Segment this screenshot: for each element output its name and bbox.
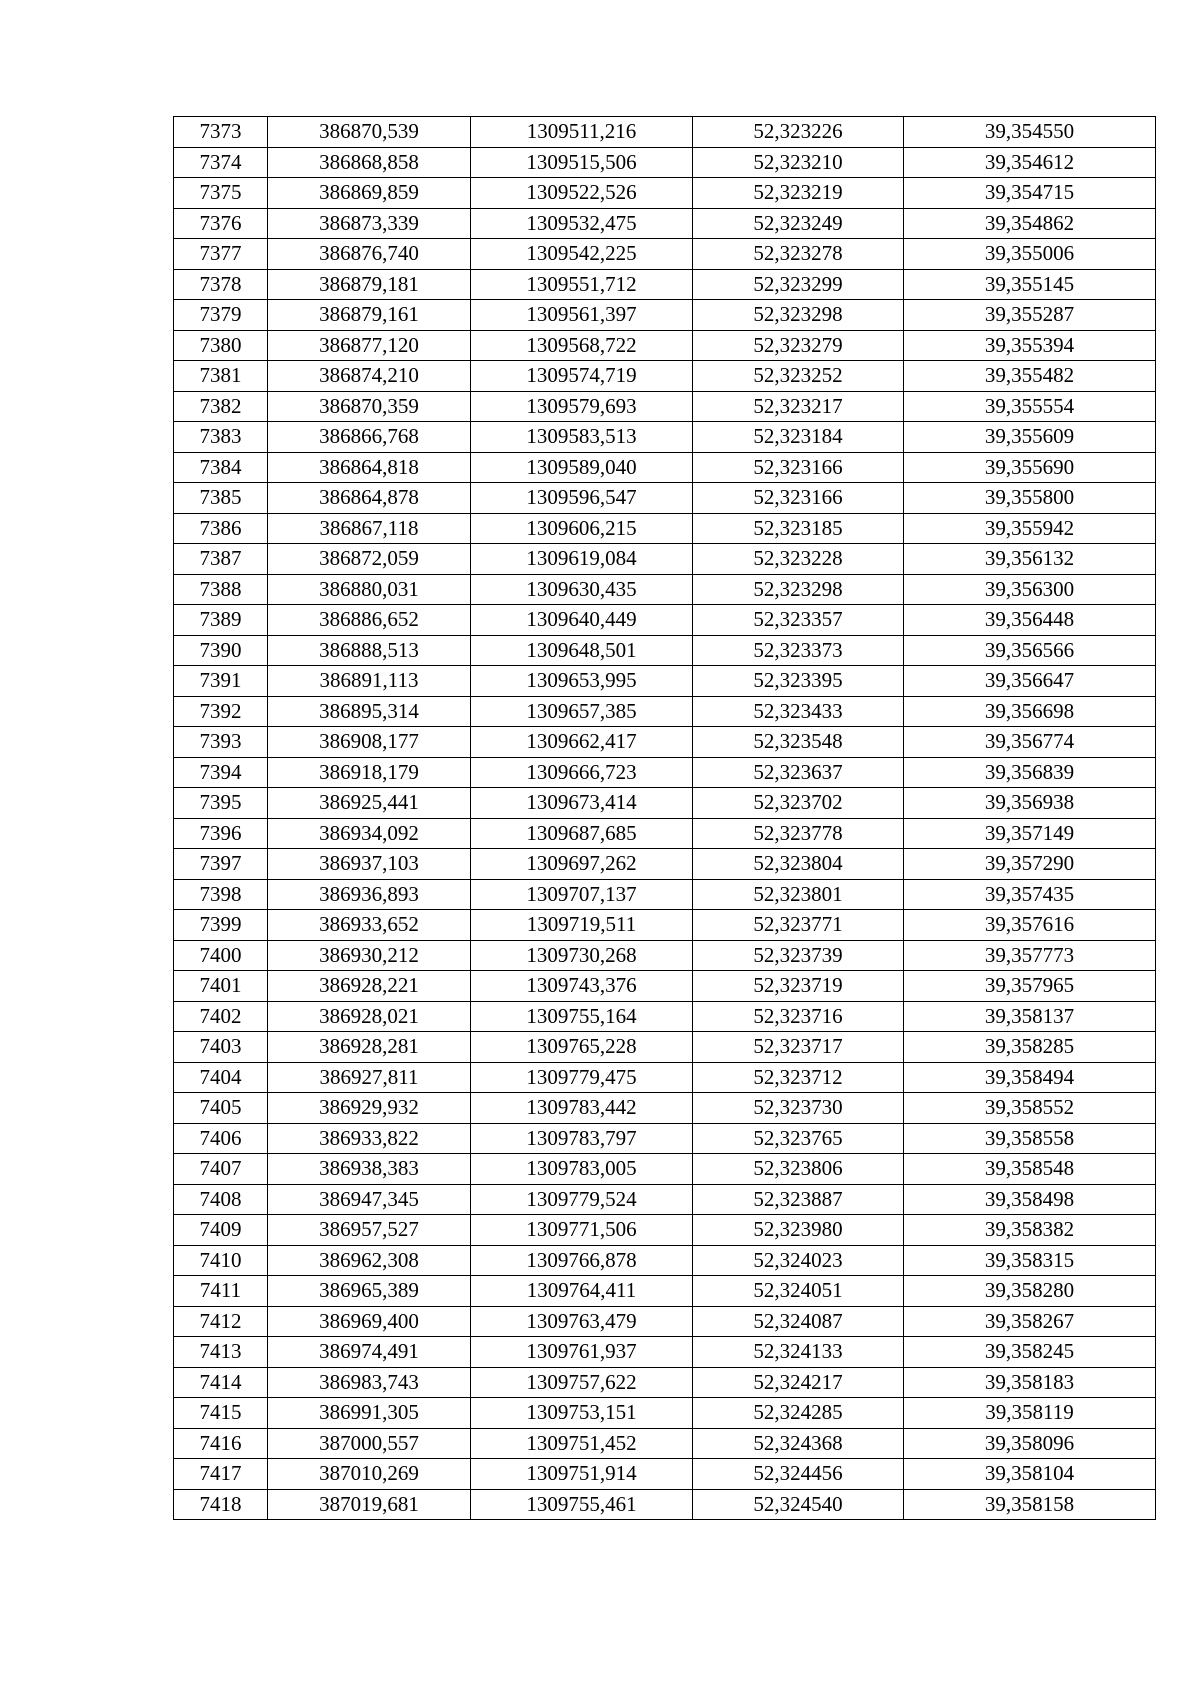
point-number-cell: 7403 xyxy=(174,1032,268,1063)
table-row xyxy=(174,757,1156,788)
longitude-cell: 39,358267 xyxy=(904,1306,1156,1337)
x-coordinate-cell: 386872,059 xyxy=(268,544,471,575)
table-row xyxy=(174,147,1156,178)
x-coordinate-cell: 386868,858 xyxy=(268,147,471,178)
point-number-cell: 7406 xyxy=(174,1123,268,1154)
y-coordinate-cell: 1309606,215 xyxy=(471,513,693,544)
point-number-cell: 7397 xyxy=(174,849,268,880)
point-number-cell: 7396 xyxy=(174,818,268,849)
y-coordinate-cell: 1309619,084 xyxy=(471,544,693,575)
table-row xyxy=(174,666,1156,697)
x-coordinate-cell: 386866,768 xyxy=(268,422,471,453)
point-number-cell: 7386 xyxy=(174,513,268,544)
latitude-cell: 52,324285 xyxy=(693,1398,904,1429)
y-coordinate-cell: 1309561,397 xyxy=(471,300,693,331)
table-row xyxy=(174,635,1156,666)
longitude-cell: 39,358558 xyxy=(904,1123,1156,1154)
longitude-cell: 39,358548 xyxy=(904,1154,1156,1185)
point-number-cell: 7415 xyxy=(174,1398,268,1429)
coordinate-table-body xyxy=(174,117,1156,1520)
y-coordinate-cell: 1309763,479 xyxy=(471,1306,693,1337)
table-row xyxy=(174,544,1156,575)
latitude-cell: 52,323980 xyxy=(693,1215,904,1246)
point-number-cell: 7389 xyxy=(174,605,268,636)
y-coordinate-cell: 1309783,797 xyxy=(471,1123,693,1154)
longitude-cell: 39,358158 xyxy=(904,1489,1156,1520)
x-coordinate-cell: 387019,681 xyxy=(268,1489,471,1520)
latitude-cell: 52,324217 xyxy=(693,1367,904,1398)
longitude-cell: 39,355006 xyxy=(904,239,1156,270)
latitude-cell: 52,323765 xyxy=(693,1123,904,1154)
table-row xyxy=(174,1306,1156,1337)
longitude-cell: 39,355690 xyxy=(904,452,1156,483)
point-number-cell: 7392 xyxy=(174,696,268,727)
y-coordinate-cell: 1309574,719 xyxy=(471,361,693,392)
point-number-cell: 7382 xyxy=(174,391,268,422)
y-coordinate-cell: 1309751,452 xyxy=(471,1428,693,1459)
y-coordinate-cell: 1309783,005 xyxy=(471,1154,693,1185)
x-coordinate-cell: 386991,305 xyxy=(268,1398,471,1429)
latitude-cell: 52,323228 xyxy=(693,544,904,575)
x-coordinate-cell: 386930,212 xyxy=(268,940,471,971)
latitude-cell: 52,323739 xyxy=(693,940,904,971)
table-row xyxy=(174,971,1156,1002)
longitude-cell: 39,358137 xyxy=(904,1001,1156,1032)
table-row xyxy=(174,483,1156,514)
longitude-cell: 39,356774 xyxy=(904,727,1156,758)
latitude-cell: 52,323298 xyxy=(693,300,904,331)
y-coordinate-cell: 1309551,712 xyxy=(471,269,693,300)
y-coordinate-cell: 1309532,475 xyxy=(471,208,693,239)
longitude-cell: 39,357616 xyxy=(904,910,1156,941)
y-coordinate-cell: 1309751,914 xyxy=(471,1459,693,1490)
table-row xyxy=(174,1428,1156,1459)
x-coordinate-cell: 386880,031 xyxy=(268,574,471,605)
longitude-cell: 39,356698 xyxy=(904,696,1156,727)
point-number-cell: 7409 xyxy=(174,1215,268,1246)
longitude-cell: 39,358119 xyxy=(904,1398,1156,1429)
table-row xyxy=(174,1032,1156,1063)
x-coordinate-cell: 386874,210 xyxy=(268,361,471,392)
x-coordinate-cell: 386929,932 xyxy=(268,1093,471,1124)
latitude-cell: 52,323806 xyxy=(693,1154,904,1185)
point-number-cell: 7416 xyxy=(174,1428,268,1459)
point-number-cell: 7374 xyxy=(174,147,268,178)
longitude-cell: 39,355394 xyxy=(904,330,1156,361)
table-row xyxy=(174,422,1156,453)
point-number-cell: 7394 xyxy=(174,757,268,788)
point-number-cell: 7400 xyxy=(174,940,268,971)
latitude-cell: 52,323771 xyxy=(693,910,904,941)
point-number-cell: 7388 xyxy=(174,574,268,605)
coordinate-table xyxy=(173,116,1156,1520)
point-number-cell: 7383 xyxy=(174,422,268,453)
y-coordinate-cell: 1309779,475 xyxy=(471,1062,693,1093)
x-coordinate-cell: 386876,740 xyxy=(268,239,471,270)
x-coordinate-cell: 386867,118 xyxy=(268,513,471,544)
x-coordinate-cell: 386969,400 xyxy=(268,1306,471,1337)
latitude-cell: 52,323730 xyxy=(693,1093,904,1124)
longitude-cell: 39,355609 xyxy=(904,422,1156,453)
table-row xyxy=(174,696,1156,727)
latitude-cell: 52,324051 xyxy=(693,1276,904,1307)
point-number-cell: 7385 xyxy=(174,483,268,514)
longitude-cell: 39,355800 xyxy=(904,483,1156,514)
y-coordinate-cell: 1309730,268 xyxy=(471,940,693,971)
latitude-cell: 52,323357 xyxy=(693,605,904,636)
longitude-cell: 39,358494 xyxy=(904,1062,1156,1093)
y-coordinate-cell: 1309596,547 xyxy=(471,483,693,514)
x-coordinate-cell: 386936,893 xyxy=(268,879,471,910)
y-coordinate-cell: 1309666,723 xyxy=(471,757,693,788)
table-row xyxy=(174,1184,1156,1215)
y-coordinate-cell: 1309719,511 xyxy=(471,910,693,941)
table-row xyxy=(174,1245,1156,1276)
longitude-cell: 39,356938 xyxy=(904,788,1156,819)
point-number-cell: 7411 xyxy=(174,1276,268,1307)
y-coordinate-cell: 1309511,216 xyxy=(471,117,693,148)
x-coordinate-cell: 386938,383 xyxy=(268,1154,471,1185)
x-coordinate-cell: 386937,103 xyxy=(268,849,471,880)
x-coordinate-cell: 386870,539 xyxy=(268,117,471,148)
y-coordinate-cell: 1309755,461 xyxy=(471,1489,693,1520)
latitude-cell: 52,323712 xyxy=(693,1062,904,1093)
longitude-cell: 39,354612 xyxy=(904,147,1156,178)
y-coordinate-cell: 1309522,526 xyxy=(471,178,693,209)
point-number-cell: 7380 xyxy=(174,330,268,361)
longitude-cell: 39,355482 xyxy=(904,361,1156,392)
x-coordinate-cell: 386928,021 xyxy=(268,1001,471,1032)
latitude-cell: 52,323210 xyxy=(693,147,904,178)
longitude-cell: 39,356839 xyxy=(904,757,1156,788)
longitude-cell: 39,358104 xyxy=(904,1459,1156,1490)
x-coordinate-cell: 386928,221 xyxy=(268,971,471,1002)
y-coordinate-cell: 1309707,137 xyxy=(471,879,693,910)
table-row xyxy=(174,940,1156,971)
y-coordinate-cell: 1309657,385 xyxy=(471,696,693,727)
table-row xyxy=(174,513,1156,544)
point-number-cell: 7390 xyxy=(174,635,268,666)
longitude-cell: 39,354550 xyxy=(904,117,1156,148)
y-coordinate-cell: 1309765,228 xyxy=(471,1032,693,1063)
x-coordinate-cell: 387010,269 xyxy=(268,1459,471,1490)
x-coordinate-cell: 387000,557 xyxy=(268,1428,471,1459)
x-coordinate-cell: 386962,308 xyxy=(268,1245,471,1276)
x-coordinate-cell: 386891,113 xyxy=(268,666,471,697)
latitude-cell: 52,323887 xyxy=(693,1184,904,1215)
table-row xyxy=(174,1367,1156,1398)
x-coordinate-cell: 386918,179 xyxy=(268,757,471,788)
table-row xyxy=(174,1001,1156,1032)
x-coordinate-cell: 386908,177 xyxy=(268,727,471,758)
point-number-cell: 7387 xyxy=(174,544,268,575)
latitude-cell: 52,323716 xyxy=(693,1001,904,1032)
longitude-cell: 39,358498 xyxy=(904,1184,1156,1215)
x-coordinate-cell: 386864,818 xyxy=(268,452,471,483)
y-coordinate-cell: 1309653,995 xyxy=(471,666,693,697)
y-coordinate-cell: 1309757,622 xyxy=(471,1367,693,1398)
longitude-cell: 39,357149 xyxy=(904,818,1156,849)
y-coordinate-cell: 1309761,937 xyxy=(471,1337,693,1368)
y-coordinate-cell: 1309640,449 xyxy=(471,605,693,636)
table-row xyxy=(174,1123,1156,1154)
latitude-cell: 52,323298 xyxy=(693,574,904,605)
x-coordinate-cell: 386983,743 xyxy=(268,1367,471,1398)
x-coordinate-cell: 386873,339 xyxy=(268,208,471,239)
latitude-cell: 52,323548 xyxy=(693,727,904,758)
point-number-cell: 7377 xyxy=(174,239,268,270)
point-number-cell: 7402 xyxy=(174,1001,268,1032)
x-coordinate-cell: 386879,161 xyxy=(268,300,471,331)
longitude-cell: 39,355942 xyxy=(904,513,1156,544)
longitude-cell: 39,357773 xyxy=(904,940,1156,971)
y-coordinate-cell: 1309662,417 xyxy=(471,727,693,758)
latitude-cell: 52,324456 xyxy=(693,1459,904,1490)
table-row xyxy=(174,361,1156,392)
x-coordinate-cell: 386886,652 xyxy=(268,605,471,636)
point-number-cell: 7413 xyxy=(174,1337,268,1368)
point-number-cell: 7398 xyxy=(174,879,268,910)
longitude-cell: 39,355145 xyxy=(904,269,1156,300)
longitude-cell: 39,356300 xyxy=(904,574,1156,605)
point-number-cell: 7412 xyxy=(174,1306,268,1337)
x-coordinate-cell: 386869,859 xyxy=(268,178,471,209)
y-coordinate-cell: 1309753,151 xyxy=(471,1398,693,1429)
point-number-cell: 7391 xyxy=(174,666,268,697)
latitude-cell: 52,323185 xyxy=(693,513,904,544)
table-row xyxy=(174,1215,1156,1246)
y-coordinate-cell: 1309771,506 xyxy=(471,1215,693,1246)
latitude-cell: 52,324023 xyxy=(693,1245,904,1276)
table-row xyxy=(174,1489,1156,1520)
table-row xyxy=(174,452,1156,483)
y-coordinate-cell: 1309579,693 xyxy=(471,391,693,422)
y-coordinate-cell: 1309648,501 xyxy=(471,635,693,666)
longitude-cell: 39,354715 xyxy=(904,178,1156,209)
y-coordinate-cell: 1309743,376 xyxy=(471,971,693,1002)
y-coordinate-cell: 1309515,506 xyxy=(471,147,693,178)
table-row xyxy=(174,208,1156,239)
longitude-cell: 39,354862 xyxy=(904,208,1156,239)
latitude-cell: 52,323719 xyxy=(693,971,904,1002)
longitude-cell: 39,357435 xyxy=(904,879,1156,910)
point-number-cell: 7414 xyxy=(174,1367,268,1398)
point-number-cell: 7379 xyxy=(174,300,268,331)
x-coordinate-cell: 386888,513 xyxy=(268,635,471,666)
latitude-cell: 52,323226 xyxy=(693,117,904,148)
point-number-cell: 7384 xyxy=(174,452,268,483)
y-coordinate-cell: 1309568,722 xyxy=(471,330,693,361)
table-row xyxy=(174,1093,1156,1124)
table-row xyxy=(174,1154,1156,1185)
point-number-cell: 7399 xyxy=(174,910,268,941)
table-row xyxy=(174,239,1156,270)
x-coordinate-cell: 386879,181 xyxy=(268,269,471,300)
point-number-cell: 7375 xyxy=(174,178,268,209)
table-row xyxy=(174,1062,1156,1093)
table-row xyxy=(174,605,1156,636)
longitude-cell: 39,358315 xyxy=(904,1245,1156,1276)
point-number-cell: 7405 xyxy=(174,1093,268,1124)
point-number-cell: 7376 xyxy=(174,208,268,239)
longitude-cell: 39,358245 xyxy=(904,1337,1156,1368)
point-number-cell: 7401 xyxy=(174,971,268,1002)
latitude-cell: 52,323249 xyxy=(693,208,904,239)
point-number-cell: 7417 xyxy=(174,1459,268,1490)
latitude-cell: 52,323801 xyxy=(693,879,904,910)
latitude-cell: 52,323702 xyxy=(693,788,904,819)
longitude-cell: 39,358285 xyxy=(904,1032,1156,1063)
y-coordinate-cell: 1309687,685 xyxy=(471,818,693,849)
x-coordinate-cell: 386933,652 xyxy=(268,910,471,941)
longitude-cell: 39,356647 xyxy=(904,666,1156,697)
table-row xyxy=(174,727,1156,758)
longitude-cell: 39,356448 xyxy=(904,605,1156,636)
latitude-cell: 52,323166 xyxy=(693,483,904,514)
latitude-cell: 52,323637 xyxy=(693,757,904,788)
longitude-cell: 39,356566 xyxy=(904,635,1156,666)
x-coordinate-cell: 386928,281 xyxy=(268,1032,471,1063)
latitude-cell: 52,324087 xyxy=(693,1306,904,1337)
latitude-cell: 52,323219 xyxy=(693,178,904,209)
y-coordinate-cell: 1309589,040 xyxy=(471,452,693,483)
y-coordinate-cell: 1309755,164 xyxy=(471,1001,693,1032)
x-coordinate-cell: 386877,120 xyxy=(268,330,471,361)
latitude-cell: 52,323299 xyxy=(693,269,904,300)
table-row xyxy=(174,849,1156,880)
point-number-cell: 7407 xyxy=(174,1154,268,1185)
latitude-cell: 52,323395 xyxy=(693,666,904,697)
table-row xyxy=(174,1276,1156,1307)
latitude-cell: 52,323804 xyxy=(693,849,904,880)
latitude-cell: 52,323778 xyxy=(693,818,904,849)
table-row xyxy=(174,788,1156,819)
table-row xyxy=(174,910,1156,941)
longitude-cell: 39,357290 xyxy=(904,849,1156,880)
x-coordinate-cell: 386864,878 xyxy=(268,483,471,514)
longitude-cell: 39,358096 xyxy=(904,1428,1156,1459)
point-number-cell: 7373 xyxy=(174,117,268,148)
y-coordinate-cell: 1309783,442 xyxy=(471,1093,693,1124)
table-row xyxy=(174,1337,1156,1368)
point-number-cell: 7381 xyxy=(174,361,268,392)
x-coordinate-cell: 386933,822 xyxy=(268,1123,471,1154)
table-row xyxy=(174,1398,1156,1429)
longitude-cell: 39,356132 xyxy=(904,544,1156,575)
y-coordinate-cell: 1309764,411 xyxy=(471,1276,693,1307)
y-coordinate-cell: 1309673,414 xyxy=(471,788,693,819)
table-row xyxy=(174,1459,1156,1490)
y-coordinate-cell: 1309779,524 xyxy=(471,1184,693,1215)
table-row xyxy=(174,330,1156,361)
point-number-cell: 7410 xyxy=(174,1245,268,1276)
x-coordinate-cell: 386927,811 xyxy=(268,1062,471,1093)
table-row xyxy=(174,879,1156,910)
point-number-cell: 7404 xyxy=(174,1062,268,1093)
latitude-cell: 52,323184 xyxy=(693,422,904,453)
y-coordinate-cell: 1309697,262 xyxy=(471,849,693,880)
point-number-cell: 7418 xyxy=(174,1489,268,1520)
x-coordinate-cell: 386870,359 xyxy=(268,391,471,422)
y-coordinate-cell: 1309583,513 xyxy=(471,422,693,453)
table-row xyxy=(174,391,1156,422)
latitude-cell: 52,323278 xyxy=(693,239,904,270)
longitude-cell: 39,355287 xyxy=(904,300,1156,331)
latitude-cell: 52,323166 xyxy=(693,452,904,483)
latitude-cell: 52,323373 xyxy=(693,635,904,666)
table-row xyxy=(174,574,1156,605)
point-number-cell: 7395 xyxy=(174,788,268,819)
latitude-cell: 52,323217 xyxy=(693,391,904,422)
x-coordinate-cell: 386947,345 xyxy=(268,1184,471,1215)
longitude-cell: 39,355554 xyxy=(904,391,1156,422)
longitude-cell: 39,357965 xyxy=(904,971,1156,1002)
x-coordinate-cell: 386974,491 xyxy=(268,1337,471,1368)
longitude-cell: 39,358382 xyxy=(904,1215,1156,1246)
longitude-cell: 39,358183 xyxy=(904,1367,1156,1398)
latitude-cell: 52,324368 xyxy=(693,1428,904,1459)
y-coordinate-cell: 1309630,435 xyxy=(471,574,693,605)
table-row xyxy=(174,117,1156,148)
latitude-cell: 52,323252 xyxy=(693,361,904,392)
x-coordinate-cell: 386957,527 xyxy=(268,1215,471,1246)
longitude-cell: 39,358280 xyxy=(904,1276,1156,1307)
point-number-cell: 7378 xyxy=(174,269,268,300)
longitude-cell: 39,358552 xyxy=(904,1093,1156,1124)
table-row xyxy=(174,300,1156,331)
x-coordinate-cell: 386965,389 xyxy=(268,1276,471,1307)
x-coordinate-cell: 386934,092 xyxy=(268,818,471,849)
x-coordinate-cell: 386925,441 xyxy=(268,788,471,819)
table-row xyxy=(174,269,1156,300)
latitude-cell: 52,324133 xyxy=(693,1337,904,1368)
point-number-cell: 7393 xyxy=(174,727,268,758)
x-coordinate-cell: 386895,314 xyxy=(268,696,471,727)
latitude-cell: 52,323433 xyxy=(693,696,904,727)
table-row xyxy=(174,818,1156,849)
latitude-cell: 52,324540 xyxy=(693,1489,904,1520)
table-row xyxy=(174,178,1156,209)
y-coordinate-cell: 1309542,225 xyxy=(471,239,693,270)
latitude-cell: 52,323279 xyxy=(693,330,904,361)
latitude-cell: 52,323717 xyxy=(693,1032,904,1063)
point-number-cell: 7408 xyxy=(174,1184,268,1215)
y-coordinate-cell: 1309766,878 xyxy=(471,1245,693,1276)
